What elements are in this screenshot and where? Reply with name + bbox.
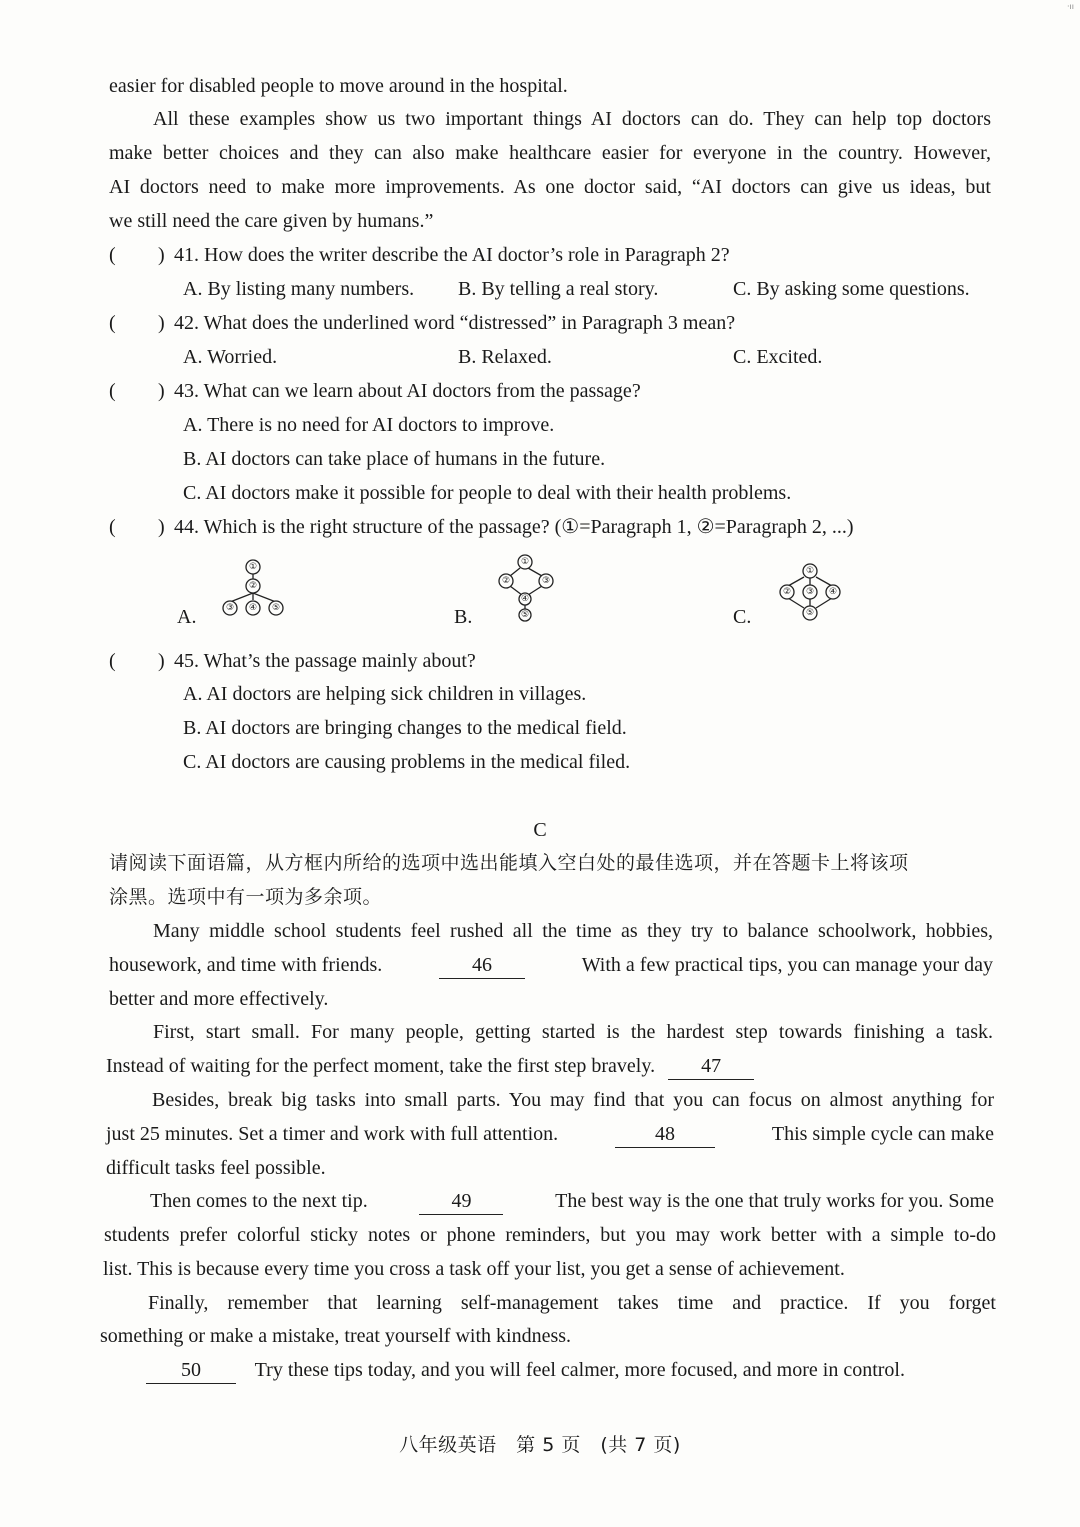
answer-paren-close: )	[158, 516, 165, 538]
q43-option-a: A. There is no need for AI doctors to improve.	[183, 414, 555, 436]
passage-text: housework, and time with friends.	[109, 954, 383, 976]
structure-diagram-c	[772, 562, 852, 624]
passage-line: Many middle school students feel rushed all the time as they try to balance schoolwork, hobbies,	[153, 920, 993, 942]
diagram-node-4	[826, 585, 840, 599]
passage-text: The best way is the one that truly works for you. Some	[555, 1190, 994, 1212]
diagram-node-4	[246, 601, 260, 615]
diagram-node-3	[223, 601, 237, 615]
structure-diagram-b	[492, 554, 562, 624]
diagram-node-5	[519, 609, 531, 621]
passage-line	[106, 1053, 754, 1080]
section-instruction: 涂黑。选项中有一项为多余项。	[109, 886, 383, 908]
q44-option-a: A.	[177, 606, 197, 628]
answer-paren-open: (	[109, 380, 116, 402]
answer-paren-open: (	[109, 650, 116, 672]
svg-text:①: ①	[520, 557, 530, 567]
q41-option-a: A. By listing many numbers.	[183, 278, 415, 300]
svg-text:③: ③	[225, 603, 235, 613]
blank-49[interactable]: 49	[419, 1188, 503, 1215]
blank-50[interactable]: 50	[146, 1357, 236, 1384]
question-44-stem: 44. Which is the right structure of the passage? (①=Paragraph 1, ②=Paragraph 2, ...)	[174, 516, 854, 538]
diagram-node-2	[246, 579, 260, 593]
question-45-stem: 45. What’s the passage mainly about?	[174, 650, 476, 672]
diagram-node-2	[780, 585, 794, 599]
structure-diagram-a	[214, 558, 294, 620]
q45-option-b: B. AI doctors are bringing changes to the medical field.	[183, 717, 627, 739]
section-heading: C	[533, 819, 547, 841]
svg-text:⑤: ⑤	[805, 608, 815, 618]
svg-text:②: ②	[248, 581, 258, 591]
q45-option-c: C. AI doctors are causing problems in the medical filed.	[183, 751, 631, 773]
q43-option-b: B. AI doctors can take place of humans in the future.	[183, 448, 606, 470]
answer-paren-close: )	[158, 650, 165, 672]
blank-47[interactable]: 47	[668, 1053, 754, 1080]
passage-text: With a few practical tips, you can manage your day	[581, 954, 993, 976]
diagram-node-1	[518, 555, 532, 569]
passage-line	[109, 952, 993, 979]
question-43-stem: 43. What can we learn about AI doctors from the passage?	[174, 380, 641, 402]
blank-46[interactable]: 46	[439, 952, 525, 979]
passage-line: Finally, remember that learning self-management takes time and practice. If you forget	[148, 1292, 996, 1314]
q44-option-c: C.	[733, 606, 752, 628]
answer-paren-open: (	[109, 244, 116, 266]
passage-line: students prefer colorful sticky notes or phone reminders, but you may work better with a simple to-do	[104, 1224, 996, 1246]
svg-text:⑤: ⑤	[520, 610, 530, 620]
passage-line	[106, 1121, 994, 1148]
passage-line: Besides, break big tasks into small parts. You may find that you can focus on almost anything for	[152, 1089, 994, 1111]
diagram-node-1	[246, 560, 260, 574]
passage-line	[104, 1188, 994, 1215]
passage-line	[146, 1357, 905, 1384]
question-41-stem: 41. How does the writer describe the AI doctor’s role in Paragraph 2?	[174, 244, 730, 266]
svg-text:②: ②	[501, 576, 511, 586]
answer-paren-close: )	[158, 312, 165, 334]
diagram-node-1	[803, 564, 817, 578]
q44-option-b: B.	[454, 606, 473, 628]
q42-option-a: A. Worried.	[183, 346, 278, 368]
answer-paren-close: )	[158, 380, 165, 402]
q42-option-b: B. Relaxed.	[458, 346, 552, 368]
svg-text:③: ③	[805, 587, 815, 597]
scan-mark: ·ıı	[1067, 2, 1074, 11]
blank-48[interactable]: 48	[615, 1121, 715, 1148]
svg-text:⑤: ⑤	[271, 603, 281, 613]
passage-line: easier for disabled people to move around in the hospital.	[109, 75, 568, 97]
q41-option-c: C. By asking some questions.	[733, 278, 970, 300]
svg-text:③: ③	[541, 576, 551, 586]
passage-text: Then comes to the next tip.	[150, 1190, 368, 1212]
q41-option-b: B. By telling a real story.	[458, 278, 659, 300]
svg-text:④: ④	[828, 587, 838, 597]
diagram-node-2	[499, 574, 513, 588]
passage-text: Instead of waiting for the perfect moment, take the first step bravely.	[106, 1055, 656, 1077]
page-footer: 八年级英语 第 5 页 (共 7 页)	[399, 1434, 681, 1456]
passage-line: we still need the care given by humans.”	[109, 210, 434, 232]
section-instruction: 请阅读下面语篇，从方框内所给的选项中选出能填入空白处的最佳选项，并在答题卡上将该项	[109, 852, 909, 874]
passage-line: list. This is because every time you cross a task off your list, you get a sense of achievement.	[103, 1258, 845, 1280]
svg-text:④: ④	[520, 594, 530, 604]
svg-text:①: ①	[248, 562, 258, 572]
passage-line: make better choices and they can also make healthcare easier for everyone in the country. However,	[109, 142, 991, 164]
passage-line: All these examples show us two important things AI doctors can do. They can help top doctors	[153, 108, 991, 130]
diagram-node-3	[803, 585, 817, 599]
svg-text:②: ②	[782, 587, 792, 597]
passage-line: better and more effectively.	[109, 988, 329, 1010]
passage-text: just 25 minutes. Set a timer and work with full attention.	[106, 1123, 559, 1145]
answer-paren-open: (	[109, 516, 116, 538]
diagram-node-3	[539, 574, 553, 588]
diagram-node-4	[519, 593, 531, 605]
passage-line: something or make a mistake, treat yourself with kindness.	[100, 1325, 572, 1347]
answer-paren-close: )	[158, 244, 165, 266]
passage-text: Try these tips today, and you will feel calmer, more focused, and more in control.	[254, 1359, 905, 1381]
q42-option-c: C. Excited.	[733, 346, 823, 368]
q45-option-a: A. AI doctors are helping sick children in villages.	[183, 683, 587, 705]
passage-line: First, start small. For many people, getting started is the hardest step towards finishing a task.	[153, 1021, 993, 1043]
answer-paren-open: (	[109, 312, 116, 334]
passage-text: This simple cycle can make	[771, 1123, 994, 1145]
diagram-node-5	[803, 606, 817, 620]
passage-line: AI doctors need to make more improvements. As one doctor said, “AI doctors can give us ideas, but	[109, 176, 991, 198]
passage-line: difficult tasks feel possible.	[106, 1157, 326, 1179]
q43-option-c: C. AI doctors make it possible for people to deal with their health problems.	[183, 482, 792, 504]
diagram-node-5	[269, 601, 283, 615]
question-42-stem: 42. What does the underlined word “distressed” in Paragraph 3 mean?	[174, 312, 736, 334]
svg-text:①: ①	[805, 566, 815, 576]
svg-text:④: ④	[248, 603, 258, 613]
